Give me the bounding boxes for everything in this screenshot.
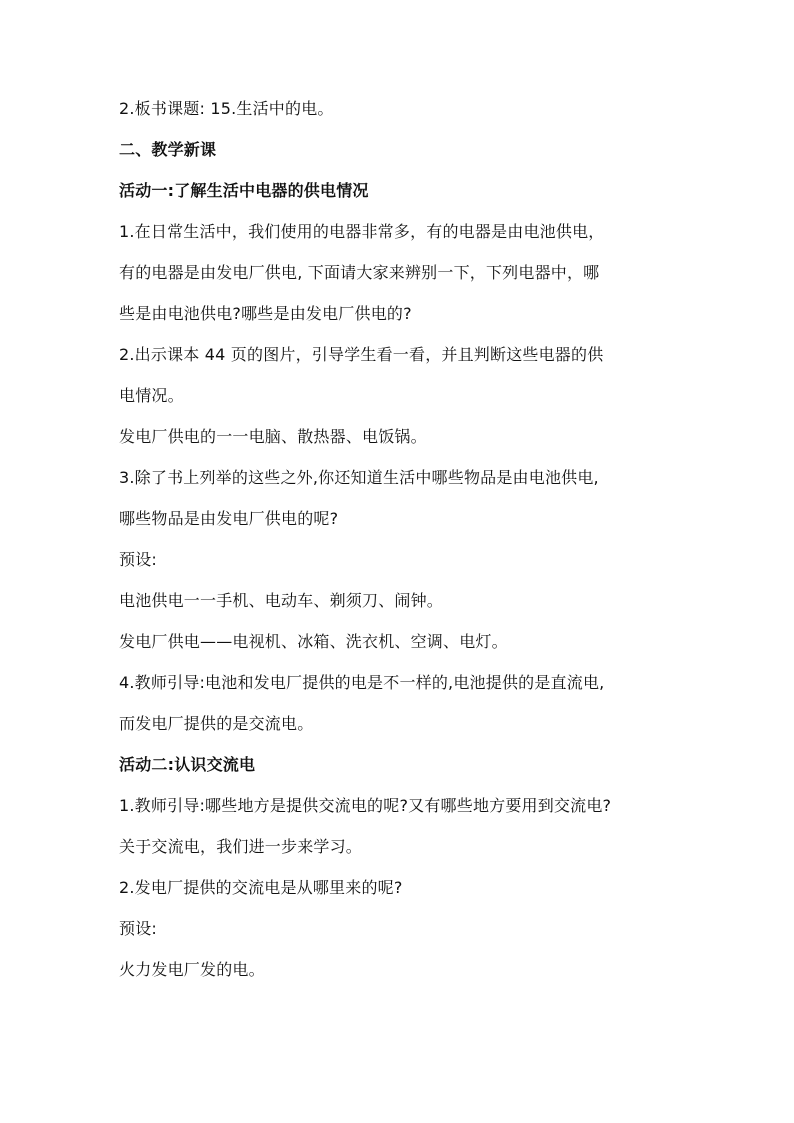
paragraph-line: 3.除了书上列举的这些之外,你还知道生活中哪些物品是由电池供电,: [119, 468, 599, 487]
activity-heading-2: 活动二:认识交流电: [119, 755, 256, 774]
paragraph-line: 电池供电一一手机、电动车、剃须刀、闹钟。: [119, 591, 444, 610]
paragraph-line: 而发电厂提供的是交流电。: [119, 714, 314, 733]
paragraph-line: 电情况。: [119, 386, 184, 405]
section-heading-teaching: 二、教学新课: [119, 140, 217, 159]
paragraph-line: 关于交流电，我们进一步来学习。: [119, 837, 363, 856]
activity-heading-1: 活动一:了解生活中电器的供电情况: [119, 181, 369, 200]
paragraph-line: 4.教师引导:电池和发电厂提供的电是不一样的,电池提供的是直流电,: [119, 673, 605, 692]
paragraph-line: 火力发电厂发的电。: [119, 960, 265, 979]
text-line-board-title: 2.板书课题: 15.生活中的电。: [119, 99, 334, 118]
paragraph-line: 发电厂供电的一一电脑、散热器、电饭锅。: [119, 427, 427, 446]
paragraph-line: 些是由电池供电?哪些是由发电厂供电的?: [119, 304, 412, 323]
paragraph-line: 2.发电厂提供的交流电是从哪里来的呢?: [119, 878, 403, 897]
paragraph-line: 哪些物品是由发电厂供电的呢?: [119, 509, 339, 528]
paragraph-line: 有的电器是由发电厂供电, 下面请大家来辨别一下，下列电器中，哪: [119, 263, 600, 282]
document-page: [119, 99, 689, 1001]
paragraph-line: 2.出示课本 44 页的图片，引导学生看一看，并且判断这些电器的供: [119, 345, 604, 364]
paragraph-line: 1.在日常生活中，我们使用的电器非常多，有的电器是由电池供电，: [119, 222, 605, 241]
paragraph-line: 1.教师引导:哪些地方是提供交流电的呢?又有哪些地方要用到交流电?: [119, 796, 612, 815]
paragraph-line: 发电厂供电——电视机、冰箱、洗衣机、空调、电灯。: [119, 632, 508, 651]
preset-label: 预设:: [119, 550, 157, 569]
preset-label: 预设:: [119, 919, 157, 938]
